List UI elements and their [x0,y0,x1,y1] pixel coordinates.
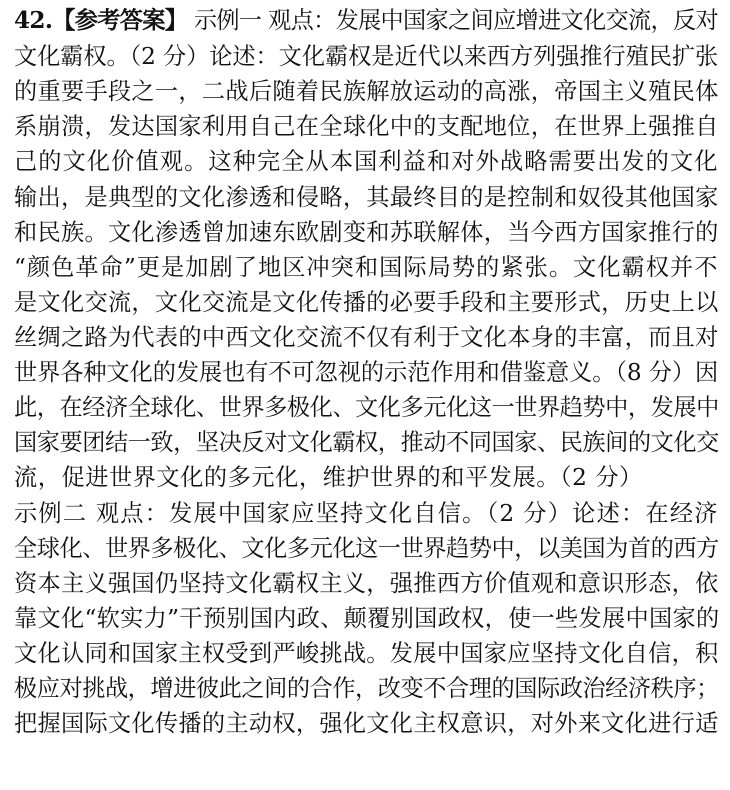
answer-line-4: 系崩溃，发达国家利用自己在全球化中的支配地位，在世界上强推自 [14,113,719,140]
answer-line-2: 文化霸权。（2 分）论述：文化霸权是近代以来西方列强推行殖民扩张 [14,43,718,70]
answer-line-1 [14,6,718,36]
answer-line-14: 流，促进世界文化的多元化，维护世界的和平发展。（2 分） [14,464,643,491]
answer-line-17: 资本主义强国仍坚持文化霸权主义，强推西方价值观和意识形态，依 [14,570,719,597]
answer-line-20: 极应对挑战，增进彼此之间的合作，改变不合理的国际政治经济秩序； [14,675,719,702]
question-number: 42. [14,7,53,34]
answer-line-7: 和民族。文化渗透曾加速东欧剧变和苏联解体，当今西方国家推行的 [14,219,719,246]
answer-line-8: “颜色革命”更是加剧了地区冲突和国际局势的紧张。文化霸权并不 [14,254,718,281]
answer-line-21: 把握国际文化传播的主动权，强化文化主权意识，对外来文化进行适 [14,710,719,737]
answer-line-6: 输出，是典型的文化渗透和侵略，其最终目的是控制和奴役其他国家 [14,184,719,211]
answer-line-19: 文化认同和国家主权受到严峻挑战。发展中国家应坚持文化自信，积 [14,640,719,667]
answer-line-16: 全球化、世界多极化、文化多元化这一世界趋势中，以美国为首的西方 [14,535,719,562]
answer-line-15: 示例二 观点：发展中国家应坚持文化自信。（2 分）论述：在经济 [14,500,718,527]
answer-line-10: 丝绸之路为代表的中西文化交流不仅有利于文化本身的丰富，而且对 [14,324,719,351]
answer-line-12: 此，在经济全球化、世界多极化、文化多元化这一世界趋势中，发展中 [14,394,719,421]
answer-line-11: 世界各种文化的发展也有不可忽视的示范作用和借鉴意义。（8 分）因 [14,359,718,386]
answer-line-13: 国家要团结一致，坚决反对文化霸权，推动不同国家、民族间的文化交 [14,429,719,456]
answer-line-3: 的重要手段之一，二战后随着民族解放运动的高涨，帝国主义殖民体 [14,78,719,105]
answer-line-9: 是文化交流，文化交流是文化传播的必要手段和主要形式，历史上以 [14,289,719,316]
answer-label: 【参考答案】 [52,7,188,34]
answer-line-text: 示例一 观点：发展中国家之间应增进文化交流，反对 [187,7,718,34]
answer-line-5: 己的文化价值观。这种完全从本国利益和对外战略需要出发的文化 [14,148,718,175]
answer-line-18: 靠文化“软实力”干预别国内政、颠覆别国政权，使一些发展中国家的 [14,605,720,632]
